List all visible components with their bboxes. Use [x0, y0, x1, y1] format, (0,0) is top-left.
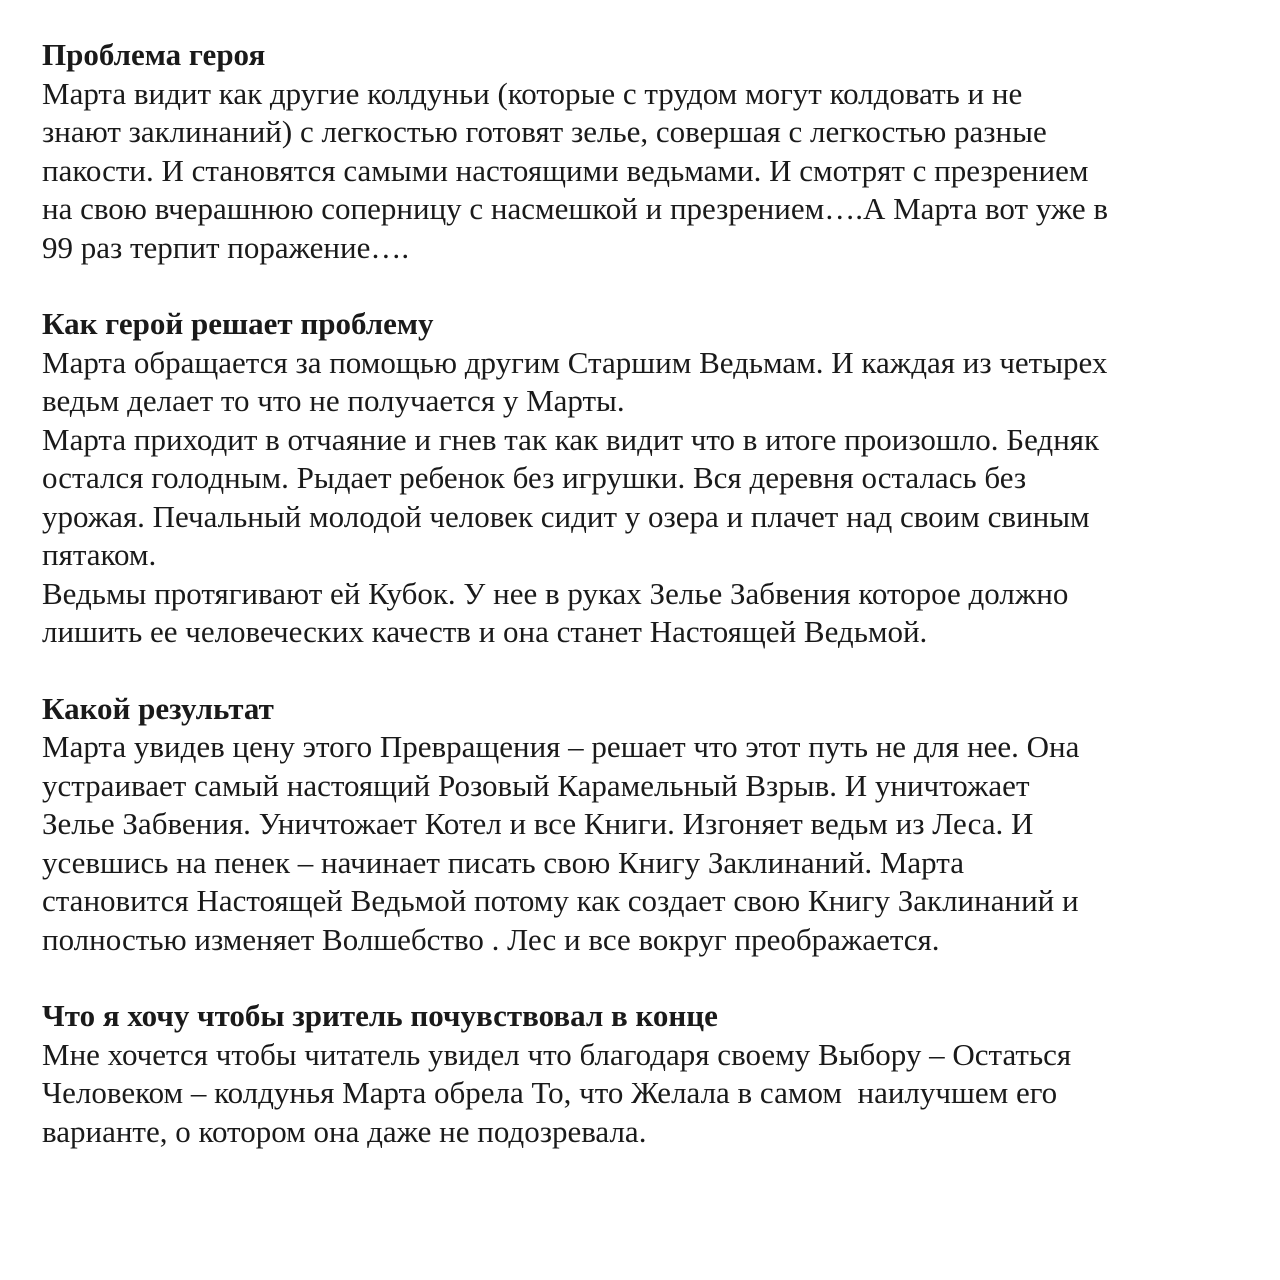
- document-body: [42, 36, 1257, 1189]
- paragraph-line: Человеком – колдунья Марта обрела То, что Желала в самом наилучшем его: [42, 1075, 1058, 1110]
- section-hero-solution: [42, 305, 1257, 652]
- paragraph-line: лишить ее человеческих качеств и она станет Настоящей Ведьмой.: [42, 614, 928, 649]
- paragraph-line: варианте, о котором она даже не подозревала.: [42, 1113, 647, 1149]
- paragraph-line: устраивает самый настоящий Розовый Карамельный Взрыв. И уничтожает: [42, 767, 1030, 803]
- paragraph-line: Марта приходит в отчаяние и гнев так как видит что в итоге произошло. Бедняк: [42, 421, 1100, 457]
- section-title: Проблема героя: [42, 37, 266, 72]
- paragraph-line: Ведьмы протягивают ей Кубок. У нее в руках Зелье Забвения которое должно: [42, 575, 1069, 611]
- section-result: [42, 690, 1257, 960]
- paragraph-line: усевшись на пенек – начинает писать свою Книгу Заклинаний. Марта: [42, 844, 964, 880]
- paragraph-line: полностью изменяет Волшебство . Лес и все вокруг преображается.: [42, 921, 940, 957]
- paragraph-line: урожая. Печальный молодой человек сидит у озера и плачет над своим свиным: [42, 498, 1090, 534]
- section-viewer-feeling: [42, 997, 1257, 1151]
- paragraph-line: пятаком.: [42, 537, 157, 572]
- paragraph-line: пакости. И становятся самыми настоящими ведьмами. И смотрят с презрением: [42, 152, 1089, 188]
- paragraph-line: знают заклинаний) с легкостью готовят зелье, совершая с легкостью разные: [42, 114, 1047, 149]
- paragraph-line: на свою вчерашнюю соперницу с насмешкой и презрением….А Марта вот уже в: [42, 191, 1109, 226]
- paragraph-line: Зелье Забвения. Уничтожает Котел и все Книги. Изгоняет ведьм из Леса. И: [42, 806, 1034, 841]
- paragraph-line: Мне хочется чтобы читатель увидел что благодаря своему Выбору – Остаться: [42, 1036, 1072, 1072]
- paragraph-line: становится Настоящей Ведьмой потому как создает свою Книгу Заклинаний и: [42, 883, 1079, 918]
- paragraph-line: Марта обращается за помощью другим Старшим Ведьмам. И каждая из четырех: [42, 344, 1108, 380]
- paragraph-line: Марта увидев цену этого Превращения – решает что этот путь не для нее. Она: [42, 729, 1080, 764]
- section-title: Как герой решает проблему: [42, 306, 434, 341]
- section-hero-problem: [42, 36, 1257, 267]
- paragraph-line: ведьм делает то что не получается у Марты.: [42, 383, 625, 418]
- paragraph-line: остался голодным. Рыдает ребенок без игрушки. Вся деревня осталась без: [42, 460, 1027, 495]
- section-title: Какой результат: [42, 690, 274, 726]
- paragraph-line: Марта видит как другие колдуньи (которые с трудом могут колдовать и не: [42, 75, 1023, 111]
- paragraph-line: 99 раз терпит поражение….: [42, 229, 410, 265]
- section-title: Что я хочу чтобы зритель почувствовал в конце: [42, 998, 718, 1033]
